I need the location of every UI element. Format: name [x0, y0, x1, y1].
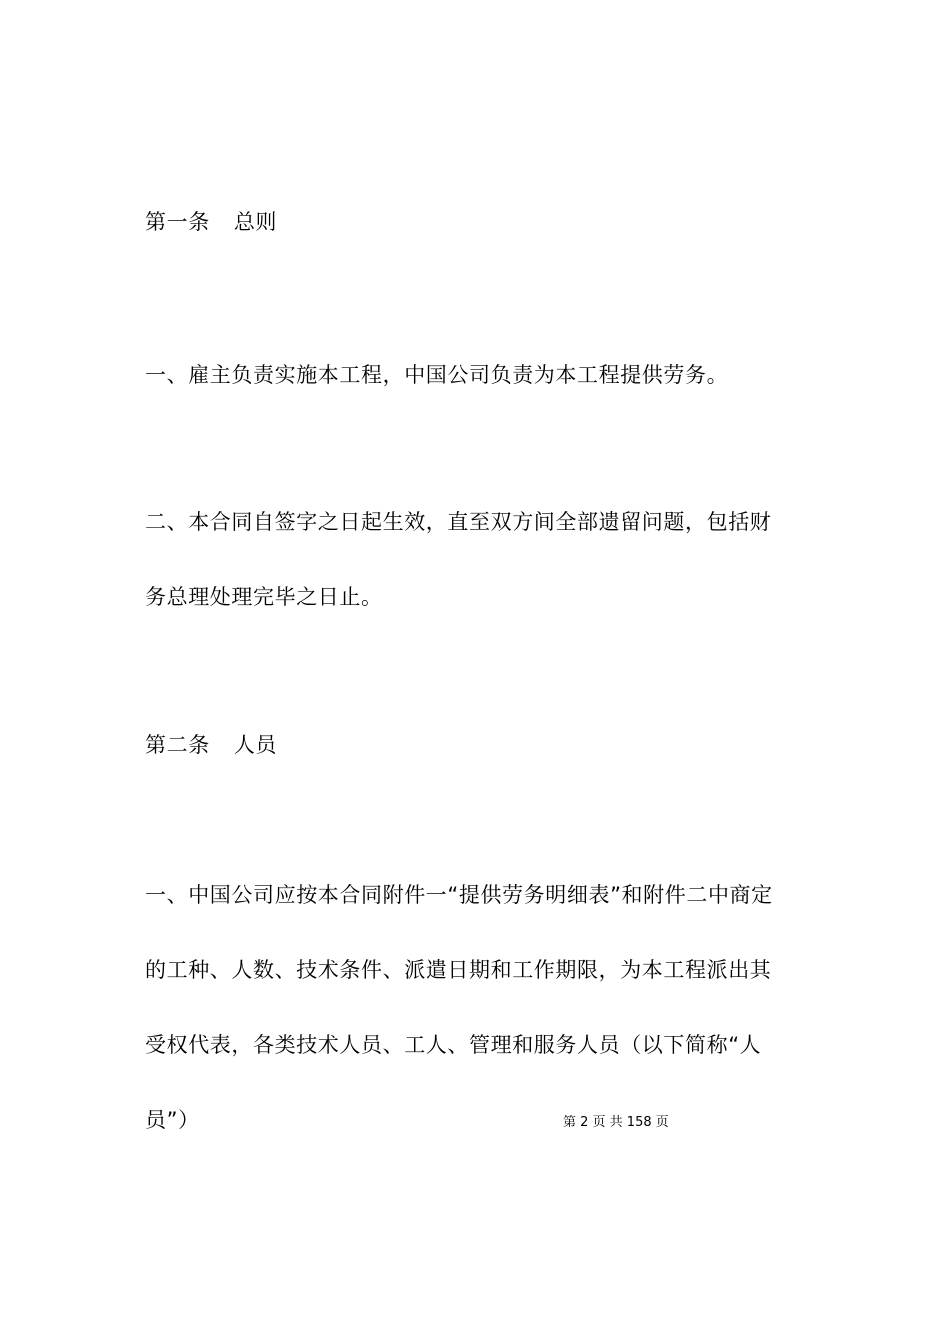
article-1-heading: [145, 207, 277, 237]
article-1-title: 总则: [233, 210, 278, 234]
article-1-clause-2-line-1: 二、本合同自签字之日起生效，直至双方间全部遗留问题，包括财: [145, 510, 772, 534]
article-2-clause-1-line-1: 一、中国公司应按本合同附件一“提供劳务明细表”和附件二中商定: [145, 883, 773, 907]
article-2-clause-1-line-3: 受权代表，各类技术人员、工人、管理和服务人员（以下简称“人: [145, 1033, 762, 1057]
article-2-heading: [145, 730, 277, 760]
article-2-clause-1-line-4: 员”）: [145, 1108, 200, 1132]
article-1-number: 第一条: [145, 210, 210, 234]
article-2-title: 人员: [233, 733, 278, 757]
page-number-footer: 第 2 页 共 158 页: [563, 1115, 669, 1130]
article-1-clause-1: 一、雇主负责实施本工程，中国公司负责为本工程提供劳务。: [145, 363, 729, 387]
article-1-clause-2-line-2: 务总理处理完毕之日止。: [145, 585, 383, 609]
article-2-number: 第二条: [145, 733, 210, 757]
article-2-clause-1-line-2: 的工种、人数、技术条件、派遣日期和工作期限，为本工程派出其: [145, 958, 772, 982]
